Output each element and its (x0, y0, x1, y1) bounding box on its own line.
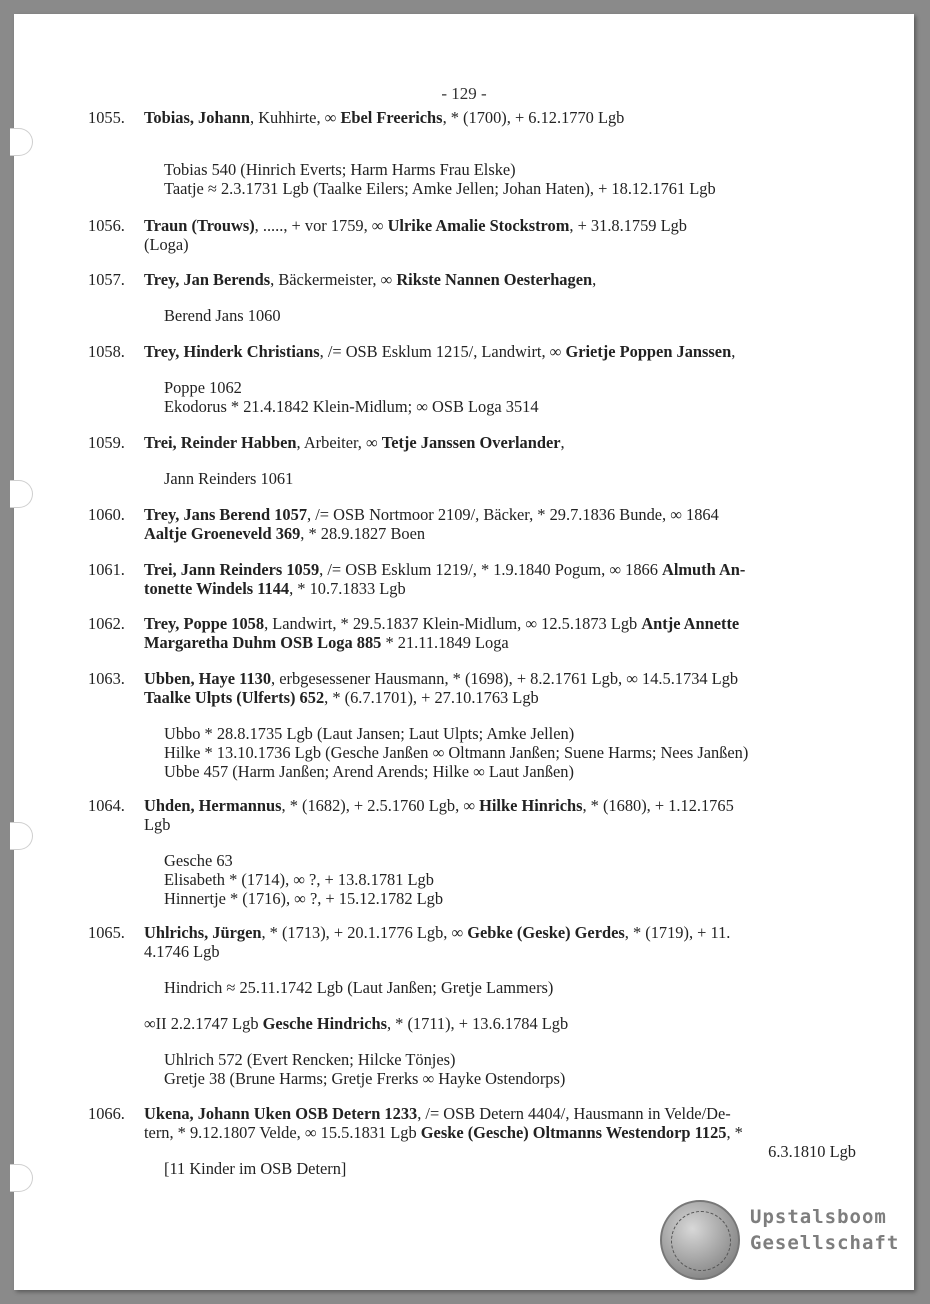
child-line: Hindrich ≈ 25.11.1742 Lgb (Laut Janßen; Gretje Lammers) (164, 978, 554, 997)
children-list (164, 978, 854, 997)
entry-heading: Trey, Hinderk Christians, /= OSB Esklum 1215/, Landwirt, ∞ Grietje Poppen Janssen, (144, 342, 736, 361)
person-name: Trey, Jan Berends (144, 270, 271, 289)
child-line: Ubbo * 28.8.1735 Lgb (Laut Jansen; Laut Ulpts; Amke Jellen) (164, 724, 575, 743)
children-list (164, 469, 854, 488)
entry-number: 1066. (88, 1104, 125, 1123)
entry-heading: Trei, Jann Reinders 1059, /= OSB Esklum 1219/, * 1.9.1840 Pogum, ∞ 1866 Almuth An- (144, 560, 746, 579)
entry-number: 1055. (88, 108, 125, 127)
spouse-name: Margaretha Duhm OSB Loga 885 (144, 633, 382, 652)
entry-heading: Ubben, Haye 1130, erbgesessener Hausmann, * (1698), + 8.2.1761 Lgb, ∞ 14.5.1734 Lgb (144, 669, 739, 688)
entry-1065 (88, 923, 856, 961)
child-line: Ubbe 457 (Harm Janßen; Arend Arends; Hilke ∞ Laut Janßen) (164, 762, 574, 781)
logo-text (750, 1204, 899, 1256)
person-name: Trey, Poppe 1058 (144, 614, 265, 633)
person-name: Trei, Reinder Habben (144, 433, 297, 452)
child-line: Ekodorus * 21.4.1842 Klein-Midlum; ∞ OSB Loga 3514 (164, 397, 539, 416)
children-list (164, 724, 854, 781)
entry-continuation: (Loga) (144, 235, 189, 254)
entry-1062 (88, 614, 856, 652)
child-line: Berend Jans 1060 (164, 306, 281, 325)
spouse-name: Hilke Hinrichs (479, 796, 583, 815)
spouse-name: Rikste Nannen Oesterhagen (396, 270, 593, 289)
child-line: Uhlrich 572 (Evert Rencken; Hilcke Tönjes) (164, 1050, 456, 1069)
note-text: [11 Kinder im OSB Detern] (164, 1159, 347, 1178)
spouse-name: Almuth An- (662, 560, 746, 579)
spouse-name: Antje Annette (641, 614, 740, 633)
children-list (164, 1050, 854, 1088)
entry-list (14, 14, 914, 1290)
child-line: Poppe 1062 (164, 378, 242, 397)
spouse-name: Aaltje Groeneveld 369 (144, 524, 301, 543)
entry-continuation: Lgb (144, 815, 171, 834)
entry-number: 1063. (88, 669, 125, 688)
entry-1056 (88, 216, 856, 254)
entry-continuation: Aaltje Groeneveld 369, * 28.9.1827 Boen (144, 524, 426, 543)
entry-continuation: tern, * 9.12.1807 Velde, ∞ 15.5.1831 Lgb Geske (Gesche) Oltmanns Westendorp 1125, * (144, 1123, 743, 1142)
entry-1055 (88, 108, 856, 127)
entry-1059 (88, 433, 856, 452)
person-name: Ukena, Johann Uken OSB Detern 1233 (144, 1104, 418, 1123)
children-list (164, 851, 854, 908)
entry-continuation: 4.1746 Lgb (144, 942, 220, 961)
entry-number: 1064. (88, 796, 125, 815)
entry-1063 (88, 669, 856, 707)
spouse-name: Gebke (Geske) Gerdes (467, 923, 625, 942)
entry-continuation: 6.3.1810 Lgb (768, 1142, 856, 1161)
entry-1066 (88, 1104, 856, 1161)
person-name: Trey, Jans Berend 1057 (144, 505, 308, 524)
document-page (14, 14, 914, 1290)
logo-line: Upstalsboom (750, 1206, 887, 1228)
publisher-logo (660, 1200, 900, 1280)
entry-heading: Uhlrichs, Jürgen, * (1713), + 20.1.1776 Lgb, ∞ Gebke (Geske) Gerdes, * (1719), + 11. (144, 923, 731, 942)
entry-heading: Trey, Jans Berend 1057, /= OSB Nortmoor 2109/, Bäcker, * 29.7.1836 Bunde, ∞ 1864 (144, 505, 719, 524)
entry-1064 (88, 796, 856, 834)
person-name: Trey, Hinderk Christians (144, 342, 320, 361)
entry-heading: Uhden, Hermannus, * (1682), + 2.5.1760 Lgb, ∞ Hilke Hinrichs, * (1680), + 1.12.1765 (144, 796, 734, 815)
entry-number: 1056. (88, 216, 125, 235)
entry-heading: Trey, Jan Berends, Bäckermeister, ∞ Rikste Nannen Oesterhagen, (144, 270, 597, 289)
note (164, 1159, 854, 1178)
child-line: Gesche 63 (164, 851, 233, 870)
entry-continuation: Taalke Ulpts (Ulferts) 652, * (6.7.1701), + 27.10.1763 Lgb (144, 688, 539, 707)
entry-heading: Trei, Reinder Habben, Arbeiter, ∞ Tetje Janssen Overlander, (144, 433, 565, 452)
seal-icon (660, 1200, 740, 1280)
child-line: Hilke * 13.10.1736 Lgb (Gesche Janßen ∞ Oltmann Janßen; Suene Harms; Nees Janßen) (164, 743, 749, 762)
spouse-name: Gesche Hindrichs (262, 1014, 387, 1033)
entry-number: 1058. (88, 342, 125, 361)
entry-number: 1065. (88, 923, 125, 942)
entry-1058 (88, 342, 856, 361)
entry-heading: Trey, Poppe 1058, Landwirt, * 29.5.1837 Klein-Midlum, ∞ 12.5.1873 Lgb Antje Annette (144, 614, 740, 633)
person-name: Traun (Trouws) (144, 216, 255, 235)
entry-heading: Ukena, Johann Uken OSB Detern 1233, /= OSB Detern 4404/, Hausmann in Velde/De- (144, 1104, 731, 1123)
spouse-name: Grietje Poppen Janssen (565, 342, 732, 361)
entry-number: 1057. (88, 270, 125, 289)
child-line: Tobias 540 (Hinrich Everts; Harm Harms Frau Elske) (164, 160, 516, 179)
entry-1057 (88, 270, 856, 289)
entry-1060 (88, 505, 856, 543)
page-number: - 129 - (441, 84, 487, 103)
child-line: Jann Reinders 1061 (164, 469, 294, 488)
person-name: Uhlrichs, Jürgen (144, 923, 262, 942)
entry-continuation: Margaretha Duhm OSB Loga 885 * 21.11.1849 Loga (144, 633, 509, 652)
spouse-name: Tetje Janssen Overlander (381, 433, 561, 452)
entry-heading (144, 108, 856, 127)
entry-continuation: tonette Windels 1144, * 10.7.1833 Lgb (144, 579, 406, 598)
children-list (164, 306, 854, 325)
child-line: Taatje ≈ 2.3.1731 Lgb (Taalke Eilers; Amke Jellen; Johan Haten), + 18.12.1761 Lgb (164, 179, 716, 198)
entry-number: 1059. (88, 433, 125, 452)
entry-number: 1062. (88, 614, 125, 633)
spouse-name: tonette Windels 1144 (144, 579, 290, 598)
children-list (164, 378, 854, 416)
child-line: Gretje 38 (Brune Harms; Gretje Frerks ∞ Hayke Ostendorps) (164, 1069, 566, 1088)
children-list (164, 160, 854, 198)
person-name: Tobias, Johann (144, 108, 250, 127)
entry-text: , Kuhhirte, ∞ (250, 108, 341, 127)
person-name: Ubben, Haye 1130 (144, 669, 272, 688)
spouse-name: Ebel Freerichs (340, 108, 443, 127)
entry-text: , * (1700), + 6.12.1770 Lgb (442, 108, 625, 127)
entry-number: 1061. (88, 560, 125, 579)
entry-number: 1060. (88, 505, 125, 524)
spouse-name: Taalke Ulpts (Ulferts) 652 (144, 688, 325, 707)
entry-heading: Traun (Trouws), ....., + vor 1759, ∞ Ulrike Amalie Stockstrom, + 31.8.1759 Lgb (144, 216, 687, 235)
second-marriage: ∞II 2.2.1747 Lgb Gesche Hindrichs, * (1711), + 13.6.1784 Lgb (144, 1014, 569, 1033)
child-line: Hinnertje * (1716), ∞ ?, + 15.12.1782 Lgb (164, 889, 444, 908)
entry-1061 (88, 560, 856, 598)
logo-line: Gesellschaft (750, 1232, 900, 1254)
spouse-name: Ulrike Amalie Stockstrom (387, 216, 570, 235)
person-name: Trei, Jann Reinders 1059 (144, 560, 320, 579)
child-line: Elisabeth * (1714), ∞ ?, + 13.8.1781 Lgb (164, 870, 434, 889)
spouse-name: Geske (Gesche) Oltmanns Westendorp 1125 (420, 1123, 727, 1142)
person-name: Uhden, Hermannus (144, 796, 282, 815)
